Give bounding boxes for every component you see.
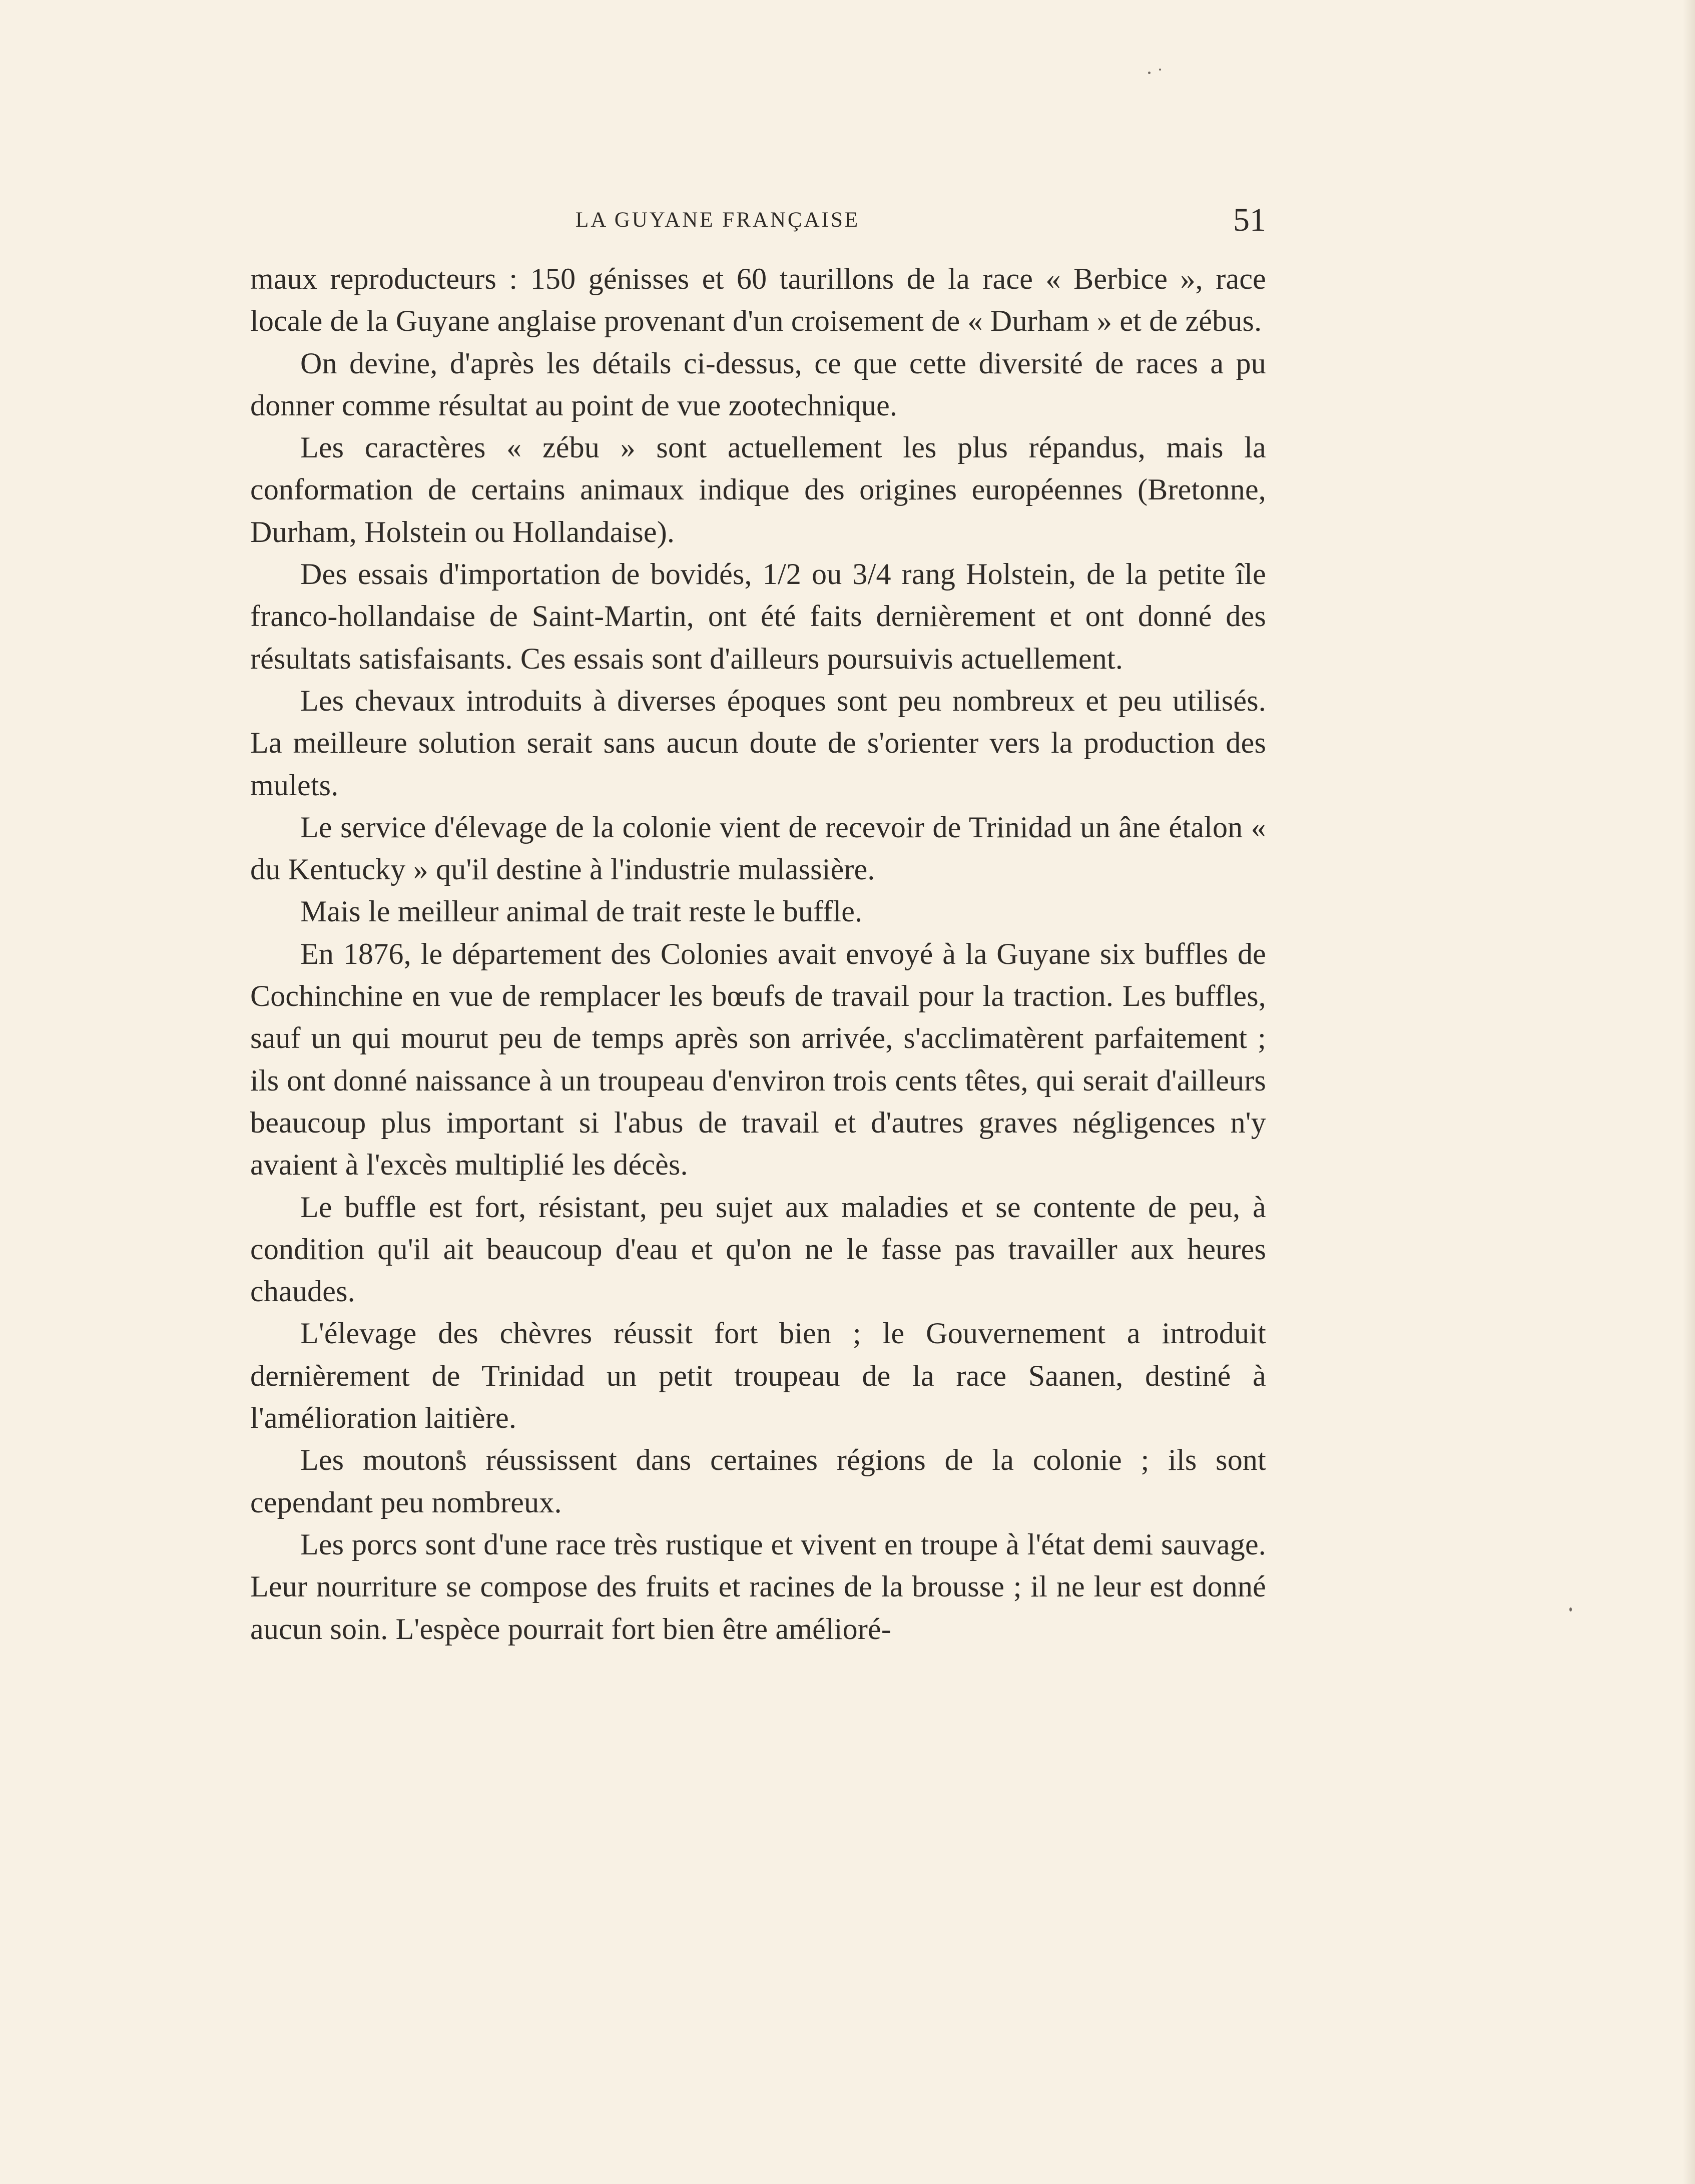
- paragraph-sheep: Les moutons réussissent dans certaines régions de la colonie ; ils sont cependant peu nombreux.: [250, 1443, 1266, 1519]
- paragraph-horses: Les chevaux introduits à diverses époques sont peu nombreux et peu utilisés. La meilleure solution serait sans aucun doute de s'orienter vers la production des mulets.: [250, 684, 1266, 802]
- paragraph-holstein-imports: Des essais d'importation de bovidés, 1/2 ou 3/4 rang Holstein, de la petite île franco-hollandaise de Saint-Martin, ont été faits dernièrement et ont donné des résultats satisfaisants. Ces essais sont d'ailleurs poursuivis actuellement.: [250, 558, 1266, 675]
- paper-speck: [1569, 1607, 1572, 1611]
- paragraph-buffalo-best: Mais le meilleur animal de trait reste le buffle.: [300, 895, 863, 928]
- paragraph-races-diversity: On devine, d'après les détails ci-dessus, ce que cette diversité de races a pu donner comme résultat au point de vue zootechnique.: [250, 346, 1266, 422]
- body-text: [250, 258, 1266, 1650]
- paper-speck: [1159, 69, 1161, 71]
- page-header: [250, 203, 1266, 238]
- paragraph-buffalo-traits: Le buffle est fort, résistant, peu sujet aux maladies et se contente de peu, à condition qu'il ait beaucoup d'eau et qu'on ne le fasse pas travailler aux heures chaudes.: [250, 1190, 1266, 1308]
- paper-speck: [1148, 72, 1151, 74]
- paragraph-goats: L'élevage des chèvres réussit fort bien ; le Gouvernement a introduit dernièrement de Trinidad un petit troupeau de la race Saanen, destiné à l'amélioration laitière.: [250, 1317, 1266, 1435]
- paragraph-continued: maux reproducteurs : 150 génisses et 60 taurillons de la race « Berbice », race locale de la Guyane anglaise provenant d'un croisement de « Durham » et de zébus.: [250, 262, 1266, 338]
- paragraph-kentucky-donkey: Le service d'élevage de la colonie vient de recevoir de Trinidad un âne étalon « du Kentucky » qu'il destine à l'industrie mulassière.: [250, 810, 1266, 886]
- paragraph-buffalo-history: En 1876, le département des Colonies avait envoyé à la Guyane six buffles de Cochinchine en vue de remplacer les bœufs de travail pour la traction. Les buffles, sauf un qui mourut peu de temps après son arrivée, s'acclimatèrent parfaitement ; ils ont donné naissance à un troupeau d'environ trois cents têtes, qui serait d'ailleurs beaucoup plus important si l'abus de travail et d'autres graves négligences n'y avaient à l'excès multiplié les décès.: [250, 937, 1266, 1182]
- page-number: 51: [1233, 202, 1266, 238]
- paragraph-zebu-characters: Les caractères « zébu » sont actuellement les plus répandus, mais la conformation de certains animaux indique des origines européennes (Bretonne, Durham, Holstein ou Hollandaise).: [250, 431, 1266, 549]
- page-edge-shadow: [1683, 0, 1695, 2184]
- paragraph-pigs: Les porcs sont d'une race très rustique et vivent en troupe à l'état demi sauvage. Leur nourriture se compose des fruits et racines de la brousse ; il ne leur est donné aucun soin. L'espèce pourrait fort bien être amélioré-: [250, 1527, 1266, 1646]
- running-title: LA GUYANE FRANÇAISE: [576, 208, 860, 232]
